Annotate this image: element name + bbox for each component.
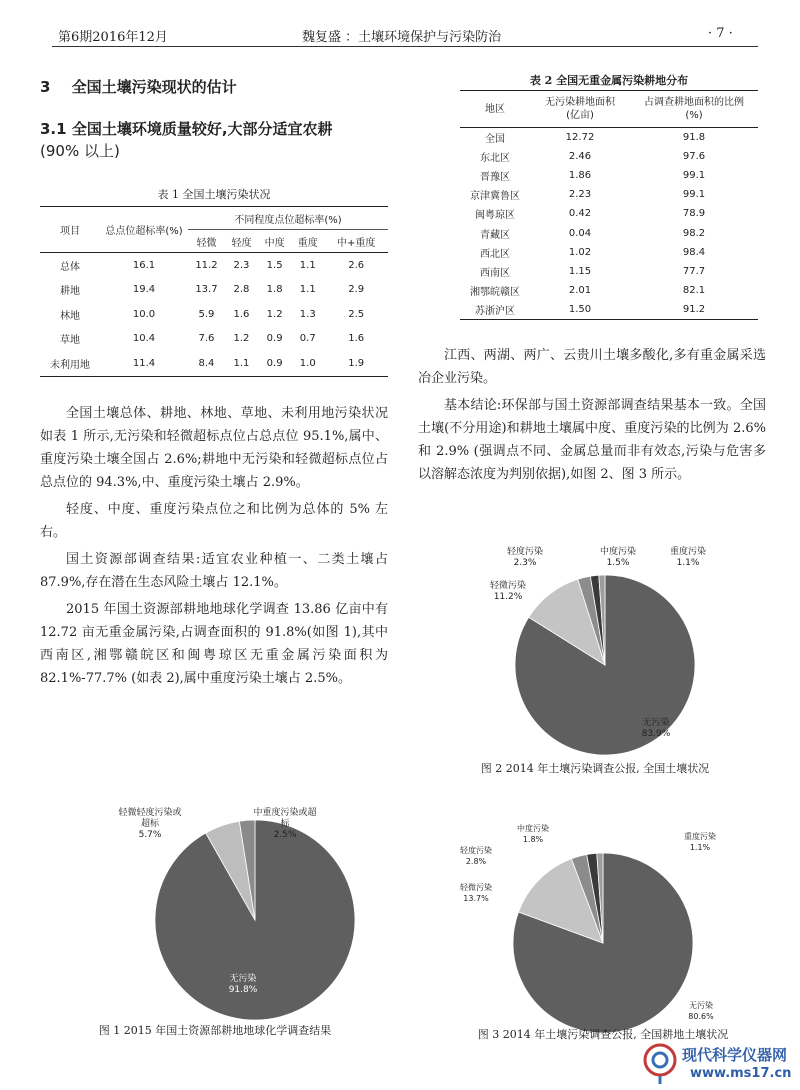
table-cell: 1.2 [266, 308, 283, 320]
label-name: 重度污染 [684, 832, 716, 841]
table-cell: 西南区 [480, 267, 510, 279]
label-pct: 1.1% [689, 843, 711, 852]
label-pct: 2.3% [513, 558, 537, 568]
table-cell: 1.6 [233, 308, 250, 320]
table-cell: 91.8 [682, 132, 706, 144]
label-pct: 80.6% [688, 1012, 714, 1021]
table-cell: 全国 [485, 134, 505, 146]
watermark-title: 现代科学仪器网 [682, 1046, 788, 1064]
table-cell: 0.04 [568, 227, 592, 239]
paragraph: 2015 年国土资源部耕地地球化学调查 13.86 亿亩中有 12.72 亩无重金属污染,占调查面积的 91.8%(如图 1),其中西南区,湘鄂赣皖区和闽粤琼区无重金属污染面积为 82.1%-77.7% (如表 2),属中重度污染土壤占 2.5%。 [40, 602, 388, 686]
table-cell: 1.1 [233, 357, 250, 369]
col-header-group: 不同程度点位超标率(%) [188, 207, 388, 230]
table-cell: 13.7 [195, 284, 218, 296]
label-pct: 13.7% [463, 894, 489, 903]
table-cell: 1.86 [568, 170, 592, 182]
table-row [460, 243, 758, 262]
table-cell: 京津冀鲁区 [470, 191, 520, 203]
label-name: 中度污染 [599, 547, 636, 557]
table-cell: 12.72 [565, 132, 595, 144]
table-2 [460, 90, 758, 320]
section-3-number: 3 [40, 78, 51, 96]
table-cell: 湘鄂皖赣区 [470, 286, 520, 298]
table-row [40, 278, 388, 303]
table-cell: 1.5 [266, 259, 283, 271]
table-1-caption: 表 1 全国土壤污染状况 [157, 188, 271, 201]
table-cell: 2.01 [568, 284, 592, 296]
table-cell: 7.6 [198, 333, 215, 345]
table-cell: 98.4 [682, 246, 706, 258]
label-name: 轻微轻度污染或 超标 [118, 808, 182, 829]
table-cell: 0.9 [266, 333, 283, 345]
paragraph: 轻度、中度、重度污染点位之和比例为总体的 5% 左右。 [40, 502, 388, 540]
table-cell: 耕地 [60, 286, 80, 298]
label-name: 重度污染 [669, 547, 706, 557]
table-cell: 78.9 [682, 208, 706, 220]
table-row [460, 166, 758, 185]
col-header-ratio: 占调查耕地面积的比例 (%) [630, 91, 758, 128]
header-rule [52, 46, 758, 47]
fig1-label-clean [218, 974, 268, 996]
fig2-label-clean [628, 718, 684, 740]
label-name: 无污染 [229, 974, 257, 984]
fig2-label-moderate [590, 547, 646, 569]
left-text [40, 402, 388, 690]
col-header-item: 项目 [40, 207, 100, 253]
table-cell: 2.3 [233, 259, 250, 271]
fig-2-caption: 图 2 2014 年土壤污染调查公报, 全国土壤状况 [480, 762, 710, 775]
label-pct: 1.1% [676, 558, 700, 568]
fig1-label-light [110, 808, 190, 841]
table-cell: 1.3 [299, 308, 316, 320]
label-name: 轻微污染 [489, 581, 526, 591]
label-name: 轻微污染 [460, 883, 492, 892]
table-cell: 1.9 [348, 357, 365, 369]
table-cell: 晋豫区 [480, 172, 510, 184]
table-cell: 77.7 [682, 265, 706, 277]
watermark-url: www.ms17.cn [690, 1066, 792, 1081]
table-cell: 10.4 [132, 333, 156, 345]
table-cell: 1.1 [299, 284, 316, 296]
paragraph: 国土资源部调查结果:适宜农业种植一、二类土壤占 87.9%,存在潜在生态风险土壤占 12.1%。 [40, 552, 388, 590]
table-1 [40, 206, 388, 377]
fig3-label-light [448, 845, 504, 867]
section-31-number: 3.1 [40, 120, 67, 138]
table-row [460, 185, 758, 204]
section-31-title: 全国土壤环境质量较好,大部分适宜农耕 [71, 120, 333, 138]
table-cell: 98.2 [682, 227, 706, 239]
table-cell: 2.46 [568, 151, 592, 163]
section-3-heading [40, 76, 237, 97]
table-cell: 82.1 [682, 284, 706, 296]
table-row [40, 351, 388, 376]
watermark-logo-icon [640, 1040, 680, 1086]
table-cell: 16.1 [132, 259, 156, 271]
col-header-sub: 中+重度 [324, 230, 388, 253]
table-cell: 1.6 [348, 333, 365, 345]
section-3-title: 全国土壤污染现状的估计 [71, 78, 237, 96]
col-header-region: 地区 [460, 91, 530, 128]
paragraph: 基本结论:环保部与国土资源部调查结果基本一致。全国土壤(不分用途)和耕地土壤属中度、重度污染的比例为 2.6% 和 2.9% (强调点不同、金属总量而非有效态,污染与危害多以溶解态浓度为判别依据),如图 2、图 3 所示。 [418, 398, 766, 482]
label-pct: 1.5% [606, 558, 630, 568]
table-cell: 1.8 [266, 284, 283, 296]
table-cell: 99.1 [682, 189, 706, 201]
label-pct: 5.7% [138, 830, 162, 840]
table-cell: 2.9 [348, 284, 365, 296]
table-row [460, 147, 758, 166]
table-row [460, 262, 758, 281]
table-cell: 2.23 [568, 189, 592, 201]
fig-1-caption: 图 1 2015 年国土资源部耕地地球化学调查结果 [98, 1024, 332, 1037]
label-pct: 11.2% [493, 592, 523, 602]
col-header-total: 总点位超标率(%) [100, 207, 188, 253]
table-cell: 19.4 [132, 284, 156, 296]
table-cell: 1.50 [568, 303, 592, 315]
paragraph: 全国土壤总体、耕地、林地、草地、未利用地污染状况如表 1 所示,无污染和轻微超标点位占总点位 95.1%,属中、重度污染土壤全国占 2.6%;耕地中无污染和轻微超标点位占总点位的 94.3%,中、重度污染土壤占 2.9%。 [40, 406, 388, 490]
table-cell: 91.2 [682, 303, 706, 315]
fig3-label-moderate [508, 823, 558, 845]
table-cell: 总体 [60, 261, 80, 273]
col-header-sub: 轻度 [225, 230, 258, 253]
label-name: 无污染 [689, 1001, 713, 1010]
table-cell: 草地 [60, 335, 80, 347]
table-cell: 东北区 [480, 153, 510, 165]
table-2-caption: 表 2 全国无重金属污染耕地分布 [529, 74, 689, 87]
col-header-area: 无污染耕地面积 (亿亩) [530, 91, 630, 128]
label-pct: 2.5% [273, 830, 297, 840]
table-cell: 99.1 [682, 170, 706, 182]
table-cell: 0.42 [568, 208, 592, 220]
table-cell: 0.7 [299, 333, 316, 345]
fig1-label-heavy [245, 808, 325, 841]
fig3-label-severe [675, 831, 725, 853]
fig-2-chart [440, 540, 780, 760]
table-row [460, 300, 758, 320]
table-cell: 97.6 [682, 151, 706, 163]
table-cell: 1.0 [299, 357, 316, 369]
label-name: 无污染 [642, 718, 670, 728]
table-cell: 10.0 [132, 308, 156, 320]
fig2-label-light [495, 547, 555, 569]
table-row [460, 223, 758, 242]
table-row [40, 302, 388, 327]
fig2-label-slight [478, 581, 538, 603]
table-cell: 11.4 [132, 357, 156, 369]
table-cell: 8.4 [198, 357, 215, 369]
table-cell: 1.1 [299, 259, 316, 271]
table-cell: 青藏区 [480, 229, 510, 241]
table-cell: 未利用地 [50, 359, 90, 371]
section-31-heading [40, 118, 390, 162]
watermark [640, 1040, 790, 1086]
table-cell: 0.9 [266, 357, 283, 369]
table-row [460, 128, 758, 148]
label-name: 中度污染 [517, 824, 549, 833]
table-cell: 苏浙沪区 [475, 305, 515, 317]
table-cell: 闽粤琼区 [475, 210, 515, 222]
label-name: 轻度污染 [460, 846, 492, 855]
fig-3-caption: 图 3 2014 年土壤污染调查公报, 全国耕地土壤状况 [477, 1028, 729, 1041]
fig3-label-slight [448, 882, 504, 904]
paragraph: 江西、两湖、两广、云贵川土壤多酸化,多有重金属采选冶企业污染。 [418, 348, 766, 386]
table-cell: 1.15 [568, 265, 592, 277]
issue-date: 第6期2016年12月 [58, 30, 168, 45]
col-header-sub: 重度 [291, 230, 324, 253]
page-number: · 7 · [708, 26, 733, 41]
table-cell: 西北区 [480, 248, 510, 260]
label-pct: 2.8% [465, 857, 487, 866]
col-header-sub: 中度 [258, 230, 291, 253]
fig3-label-clean [676, 1000, 726, 1022]
table-cell: 2.5 [348, 308, 365, 320]
table-cell: 5.9 [198, 308, 215, 320]
table-cell: 1.2 [233, 333, 250, 345]
table-row [460, 281, 758, 300]
table-cell: 2.6 [348, 259, 365, 271]
label-name: 轻度污染 [506, 547, 543, 557]
section-31-title-2: (90% 以上) [40, 142, 120, 160]
table-cell: 林地 [60, 310, 80, 322]
table-row [40, 253, 388, 278]
table-cell: 2.8 [233, 284, 250, 296]
table-row [460, 204, 758, 223]
table-row [40, 327, 388, 352]
label-pct: 91.8% [228, 985, 258, 995]
label-pct: 83.9% [641, 729, 671, 739]
label-pct: 1.8% [522, 835, 544, 844]
col-header-sub: 轻微 [188, 230, 225, 253]
table-cell: 11.2 [195, 259, 218, 271]
running-title: 魏复盛 ：土壤环境保护与污染防治 [302, 30, 502, 45]
label-name: 中重度污染或超 标 [253, 808, 317, 829]
right-text [418, 344, 766, 486]
table-cell: 1.02 [568, 246, 592, 258]
fig2-label-severe [660, 547, 716, 569]
